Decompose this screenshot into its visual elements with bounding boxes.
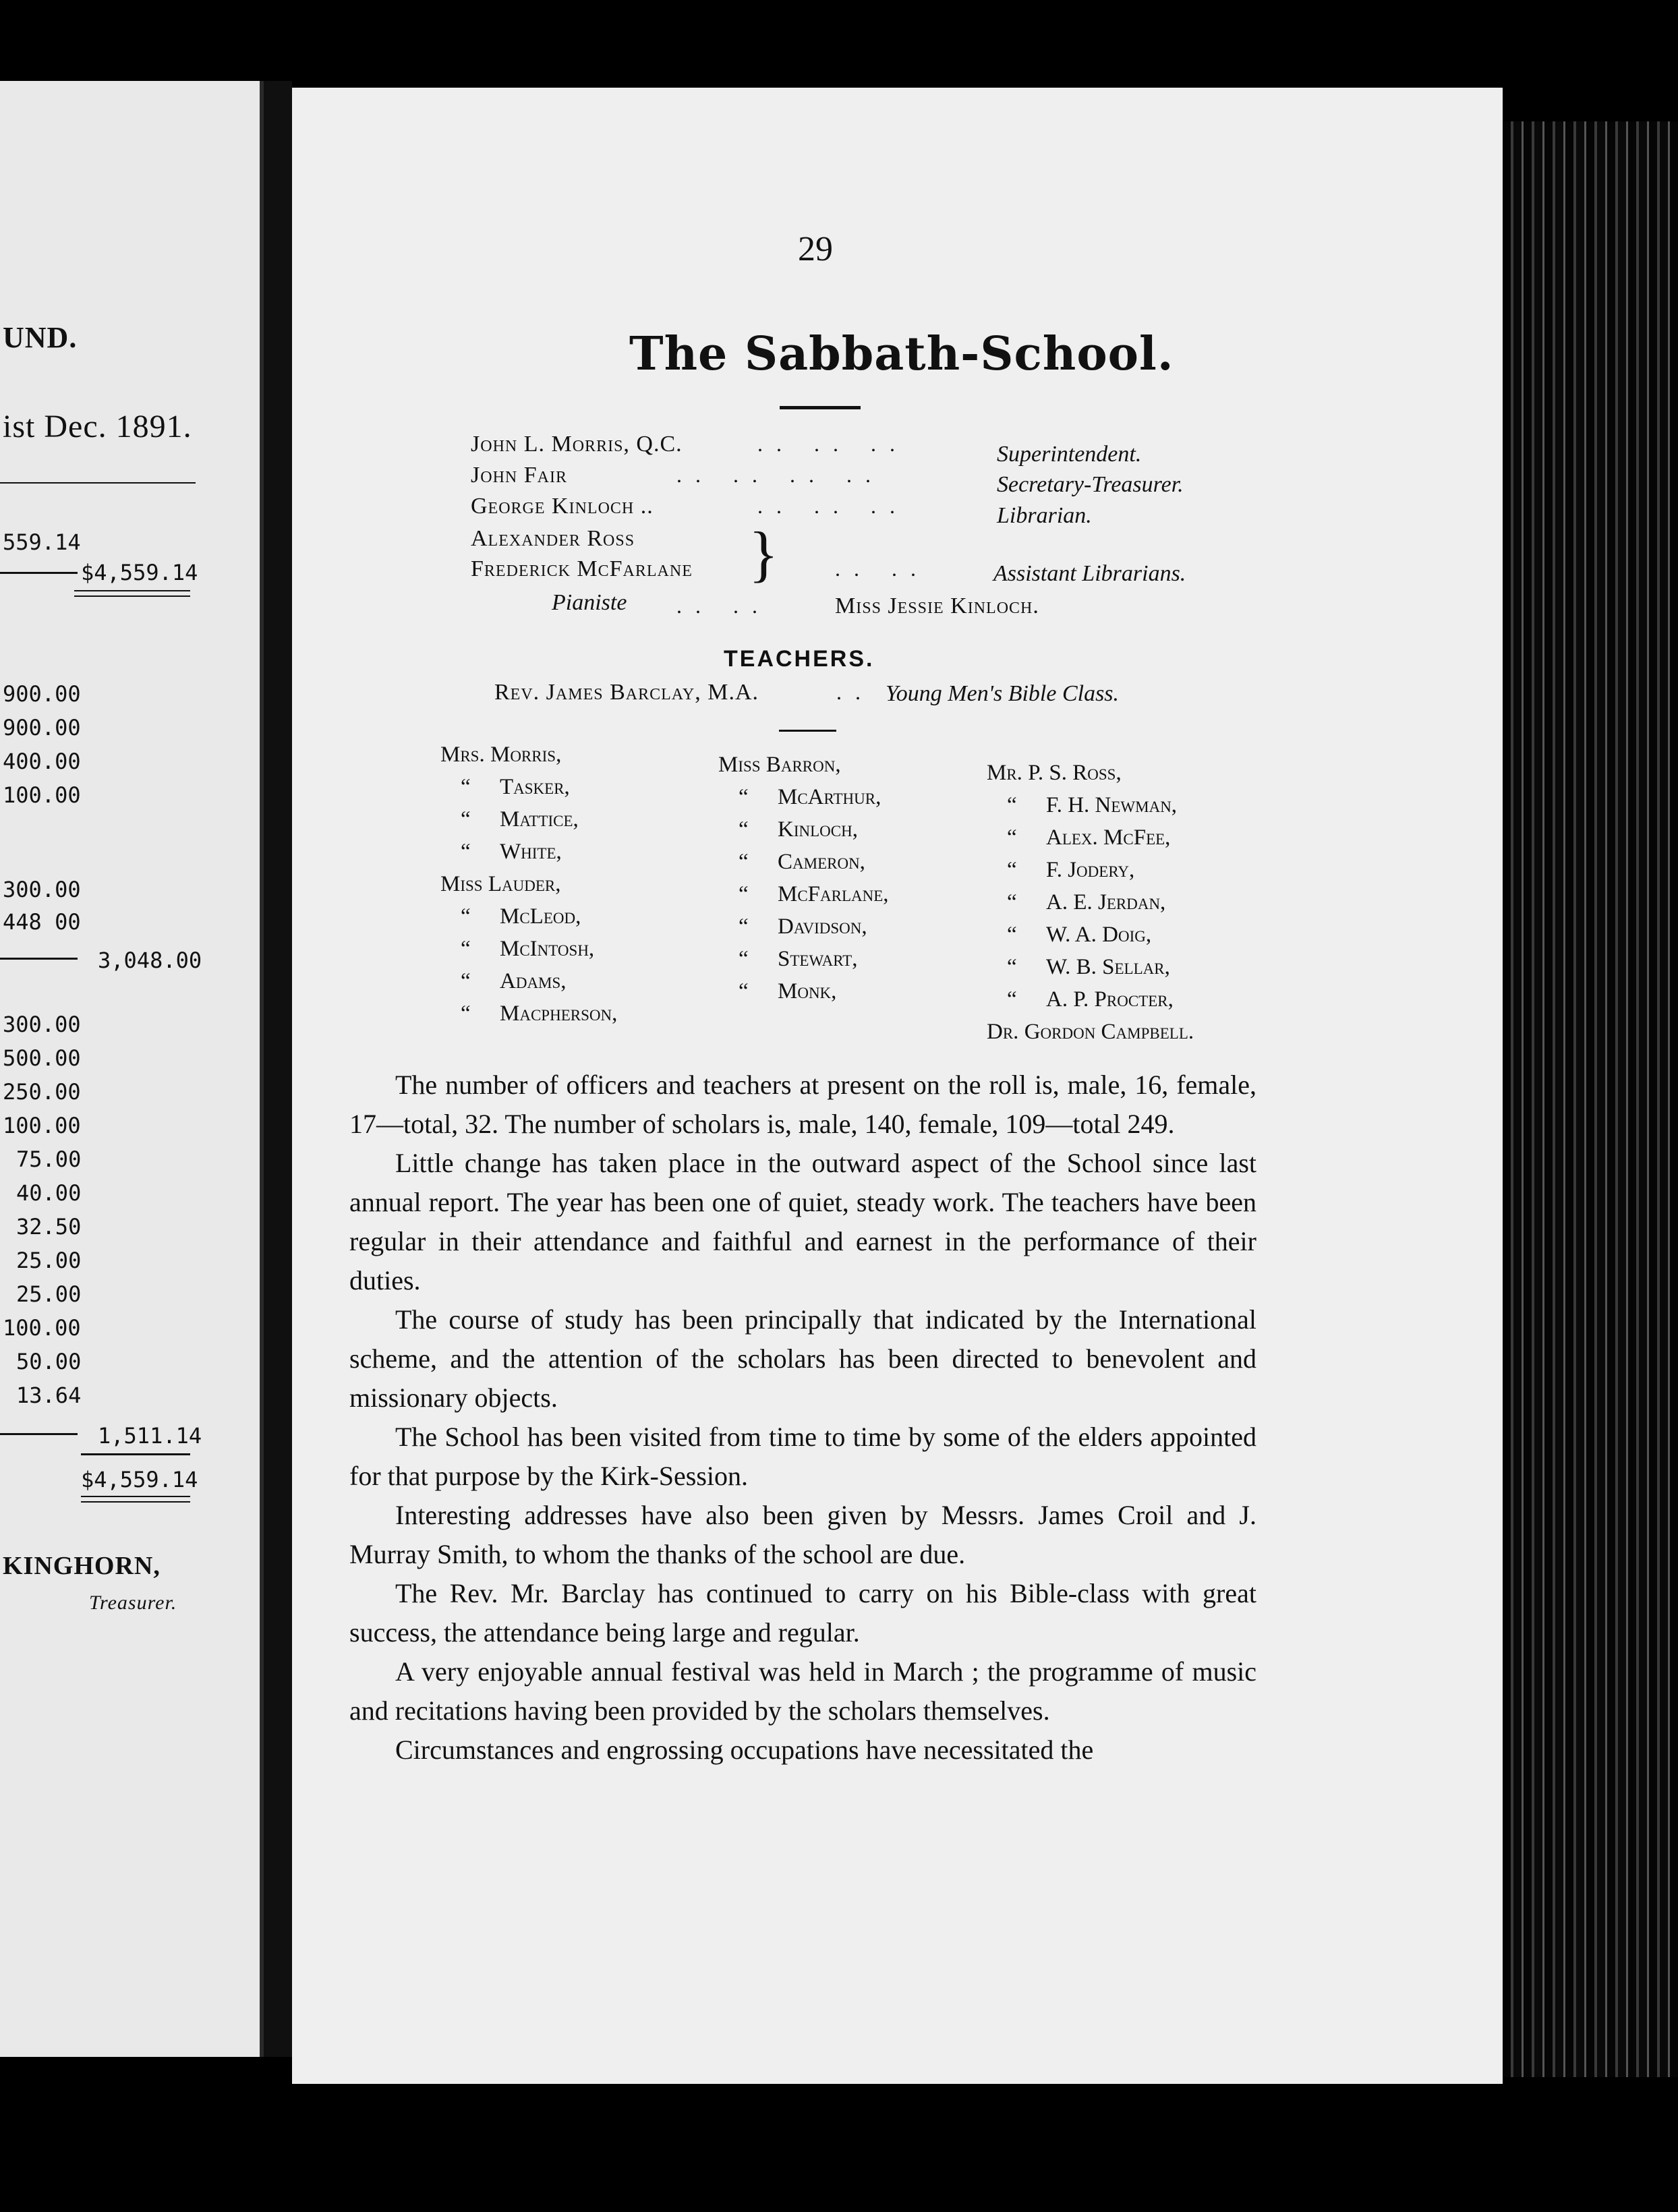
- teacher-prefix: Miss: [440, 872, 483, 896]
- ditto-mark: “: [739, 817, 749, 842]
- double-rule: [81, 1501, 190, 1503]
- teacher-name: Cameron,: [778, 850, 865, 874]
- teacher-name: Kinloch,: [778, 817, 858, 842]
- teacher-name: McArthur,: [778, 785, 881, 809]
- amount: 900.00: [3, 715, 81, 740]
- amount: 13.64: [16, 1382, 82, 1408]
- left-page: [0, 81, 264, 2057]
- teacher-entry: [718, 878, 889, 910]
- teacher-entry: [718, 846, 889, 878]
- teacher-entry: [987, 951, 1194, 983]
- teacher-entry: [718, 910, 889, 943]
- teacher-entry: [987, 821, 1194, 854]
- ditto-mark: “: [461, 775, 471, 799]
- teacher-entry: [440, 997, 617, 1030]
- officer-name: John Fair: [471, 463, 567, 488]
- amount: 25.00: [16, 1248, 82, 1273]
- teacher-name: Gordon Campbell.: [1024, 1020, 1194, 1044]
- subtotal: 1,511.14: [98, 1423, 202, 1449]
- paragraph: Interesting addresses have also been given by Messrs. James Croil and J. Murray Smith, to whom the thanks of the school are due.: [349, 1500, 1256, 1569]
- teacher-entry: [987, 789, 1194, 821]
- paragraph: A very enjoyable annual festival was held in March ; the programme of music and recitations having been provided by the scholars themselves.: [349, 1656, 1256, 1726]
- officer-role: Librarian.: [997, 503, 1092, 528]
- divider: [0, 482, 196, 484]
- bible-class-teacher: Rev. James Barclay, M.A.: [494, 680, 759, 705]
- teacher-entry: [987, 1016, 1194, 1048]
- amount: 448 00: [3, 909, 81, 935]
- right-page: [292, 88, 1503, 2084]
- leader-dots: .. .. .. ..: [676, 463, 884, 487]
- teacher-prefix: Mrs.: [440, 743, 485, 767]
- ditto-mark: “: [1007, 793, 1017, 817]
- amount: 300.00: [3, 877, 81, 902]
- total-amount: $4,559.14: [81, 560, 198, 585]
- teacher-name: A. P. Procter,: [1046, 987, 1174, 1012]
- amount: 900.00: [3, 681, 81, 707]
- amount: 300.00: [3, 1012, 81, 1037]
- amount: 100.00: [3, 782, 81, 808]
- title-rule: [780, 406, 861, 409]
- report-body: [349, 1066, 1256, 1770]
- teachers-column-3: [987, 757, 1194, 1048]
- teacher-entry: [718, 749, 889, 781]
- teacher-name: F. H. Newman,: [1046, 793, 1178, 817]
- teacher-prefix: Mr.: [987, 761, 1022, 785]
- teacher-entry: [987, 854, 1194, 886]
- rule: [0, 572, 78, 574]
- amount: 40.00: [16, 1180, 82, 1206]
- pianiste-name: Miss Jessie Kinloch.: [835, 593, 1039, 618]
- teacher-entry: [440, 836, 617, 868]
- teacher-name: W. B. Sellar,: [1046, 955, 1170, 979]
- left-date-line: ist Dec. 1891.: [3, 409, 192, 444]
- teacher-name: White,: [500, 840, 562, 864]
- teacher-entry: [440, 771, 617, 803]
- leader-dots: .. .. ..: [757, 494, 908, 518]
- ditto-mark: “: [1007, 890, 1017, 914]
- brace: }: [749, 519, 779, 588]
- teacher-entry: [718, 781, 889, 813]
- paragraph: Little change has taken place in the outward aspect of the School since last annual report. The year has been one of quiet, steady work. The teachers have been regular in their attendance and faithful and earnest in the performance of their duties.: [349, 1148, 1256, 1296]
- ditto-mark: “: [461, 840, 471, 864]
- ditto-mark: “: [1007, 987, 1017, 1012]
- ditto-mark: “: [1007, 955, 1017, 979]
- rule: [81, 1453, 190, 1455]
- teacher-entry: [987, 757, 1194, 789]
- ditto-mark: “: [739, 979, 749, 1003]
- teacher-name: Davidson,: [778, 914, 867, 939]
- paragraph: The number of officers and teachers at present on the roll is, male, 16, female, 17—total, 32. The number of scholars is, male, 140, female, 109—total 249.: [349, 1070, 1256, 1139]
- teacher-entry: [718, 943, 889, 975]
- ditto-mark: “: [461, 1001, 471, 1026]
- teacher-entry: [987, 919, 1194, 951]
- bible-class-role: Young Men's Bible Class.: [886, 681, 1120, 706]
- teacher-name: Tasker,: [500, 775, 570, 799]
- officer-role: Superintendent.: [997, 442, 1142, 467]
- amount: 559.14: [3, 529, 81, 555]
- teacher-entry: [440, 965, 617, 997]
- treasurer-role: Treasurer.: [89, 1592, 177, 1614]
- amount: 400.00: [3, 749, 81, 774]
- page-title: The Sabbath-School.: [629, 327, 1174, 381]
- teacher-name: F. Jodery,: [1046, 858, 1135, 882]
- section-rule: [779, 730, 836, 732]
- teacher-name: Morris,: [490, 743, 562, 767]
- teacher-entry: [440, 803, 617, 836]
- officer-role: Assistant Librarians.: [993, 561, 1186, 586]
- ditto-mark: “: [461, 969, 471, 993]
- ditto-mark: “: [461, 904, 471, 929]
- teacher-name: Alex. McFee,: [1046, 825, 1171, 850]
- ditto-mark: “: [461, 937, 471, 961]
- paragraph: The School has been visited from time to time by some of the elders appointed for that purpose by the Kirk-Session.: [349, 1422, 1256, 1491]
- teacher-name: Stewart,: [778, 947, 858, 971]
- double-rule: [81, 1496, 190, 1497]
- teacher-prefix: Miss: [718, 753, 761, 777]
- teacher-entry: [440, 933, 617, 965]
- officer-role: Secretary-Treasurer.: [997, 472, 1184, 497]
- double-rule: [74, 590, 190, 591]
- teacher-name: McIntosh,: [500, 937, 595, 961]
- teacher-prefix: Dr.: [987, 1020, 1019, 1044]
- teacher-name: P. S. Ross,: [1028, 761, 1122, 785]
- amount: 75.00: [16, 1146, 82, 1172]
- paragraph: The Rev. Mr. Barclay has continued to carry on his Bible-class with great success, the attendance being large and regular.: [349, 1578, 1256, 1648]
- rule: [0, 958, 78, 960]
- subtotal: 3,048.00: [98, 948, 202, 973]
- teacher-name: W. A. Doig,: [1046, 923, 1152, 947]
- teacher-name: Barron,: [765, 753, 841, 777]
- teacher-name: Adams,: [500, 969, 567, 993]
- ditto-mark: “: [461, 807, 471, 832]
- page-number: 29: [798, 230, 833, 268]
- ditto-mark: “: [1007, 923, 1017, 947]
- teacher-name: Lauder,: [488, 872, 561, 896]
- ditto-mark: “: [1007, 825, 1017, 850]
- pianiste-label: Pianiste: [552, 590, 627, 615]
- teacher-name: Macpherson,: [500, 1001, 618, 1026]
- teacher-name: A. E. Jerdan,: [1046, 890, 1166, 914]
- teacher-name: Mattice,: [500, 807, 579, 832]
- teacher-entry: [718, 813, 889, 846]
- left-heading: UND.: [3, 321, 78, 354]
- teacher-name: McFarlane,: [778, 882, 889, 906]
- officer-name: George Kinloch ..: [471, 494, 654, 519]
- officer-name: Frederick McFarlane: [471, 556, 693, 581]
- ditto-mark: “: [739, 947, 749, 971]
- teacher-entry: [440, 738, 617, 771]
- ditto-mark: “: [739, 882, 749, 906]
- ditto-mark: “: [739, 785, 749, 809]
- teacher-name: McLeod,: [500, 904, 581, 929]
- rule: [0, 1433, 78, 1435]
- officer-name: John L. Morris, Q.C.: [471, 432, 683, 457]
- ditto-mark: “: [739, 914, 749, 939]
- ditto-mark: “: [1007, 858, 1017, 882]
- ditto-mark: “: [739, 850, 749, 874]
- double-rule: [74, 595, 190, 597]
- treasurer-name: KINGHORN,: [3, 1552, 161, 1580]
- total-amount: $4,559.14: [81, 1467, 198, 1492]
- leader-dots: .. .. ..: [757, 432, 908, 456]
- teachers-column-1: [440, 738, 617, 1030]
- teacher-entry: [987, 983, 1194, 1016]
- teachers-heading: TEACHERS.: [724, 646, 875, 672]
- amount: 100.00: [3, 1113, 81, 1138]
- amount: 500.00: [3, 1045, 81, 1071]
- leader-dots: ..: [836, 680, 874, 704]
- leader-dots: .. ..: [676, 593, 771, 618]
- paragraph: Circumstances and engrossing occupations have necessitated the: [395, 1735, 1094, 1765]
- amount: 50.00: [16, 1349, 82, 1374]
- amount: 32.50: [16, 1214, 82, 1240]
- teacher-name: Monk,: [778, 979, 837, 1003]
- amount: 100.00: [3, 1315, 81, 1341]
- paragraph: The course of study has been principally that indicated by the International scheme, and the attention of the scholars has been directed to benevolent and missionary objects.: [349, 1304, 1256, 1413]
- book-gutter: [264, 81, 292, 2057]
- officer-name: Alexander Ross: [471, 526, 635, 551]
- teacher-entry: [440, 900, 617, 933]
- page-edges: [1503, 121, 1678, 2077]
- teachers-column-2: [718, 749, 889, 1008]
- amount: 25.00: [16, 1281, 82, 1307]
- teacher-entry: [987, 886, 1194, 919]
- amount: 250.00: [3, 1079, 81, 1105]
- teacher-entry: [718, 975, 889, 1008]
- teacher-entry: [440, 868, 617, 900]
- leader-dots: .. ..: [835, 556, 929, 581]
